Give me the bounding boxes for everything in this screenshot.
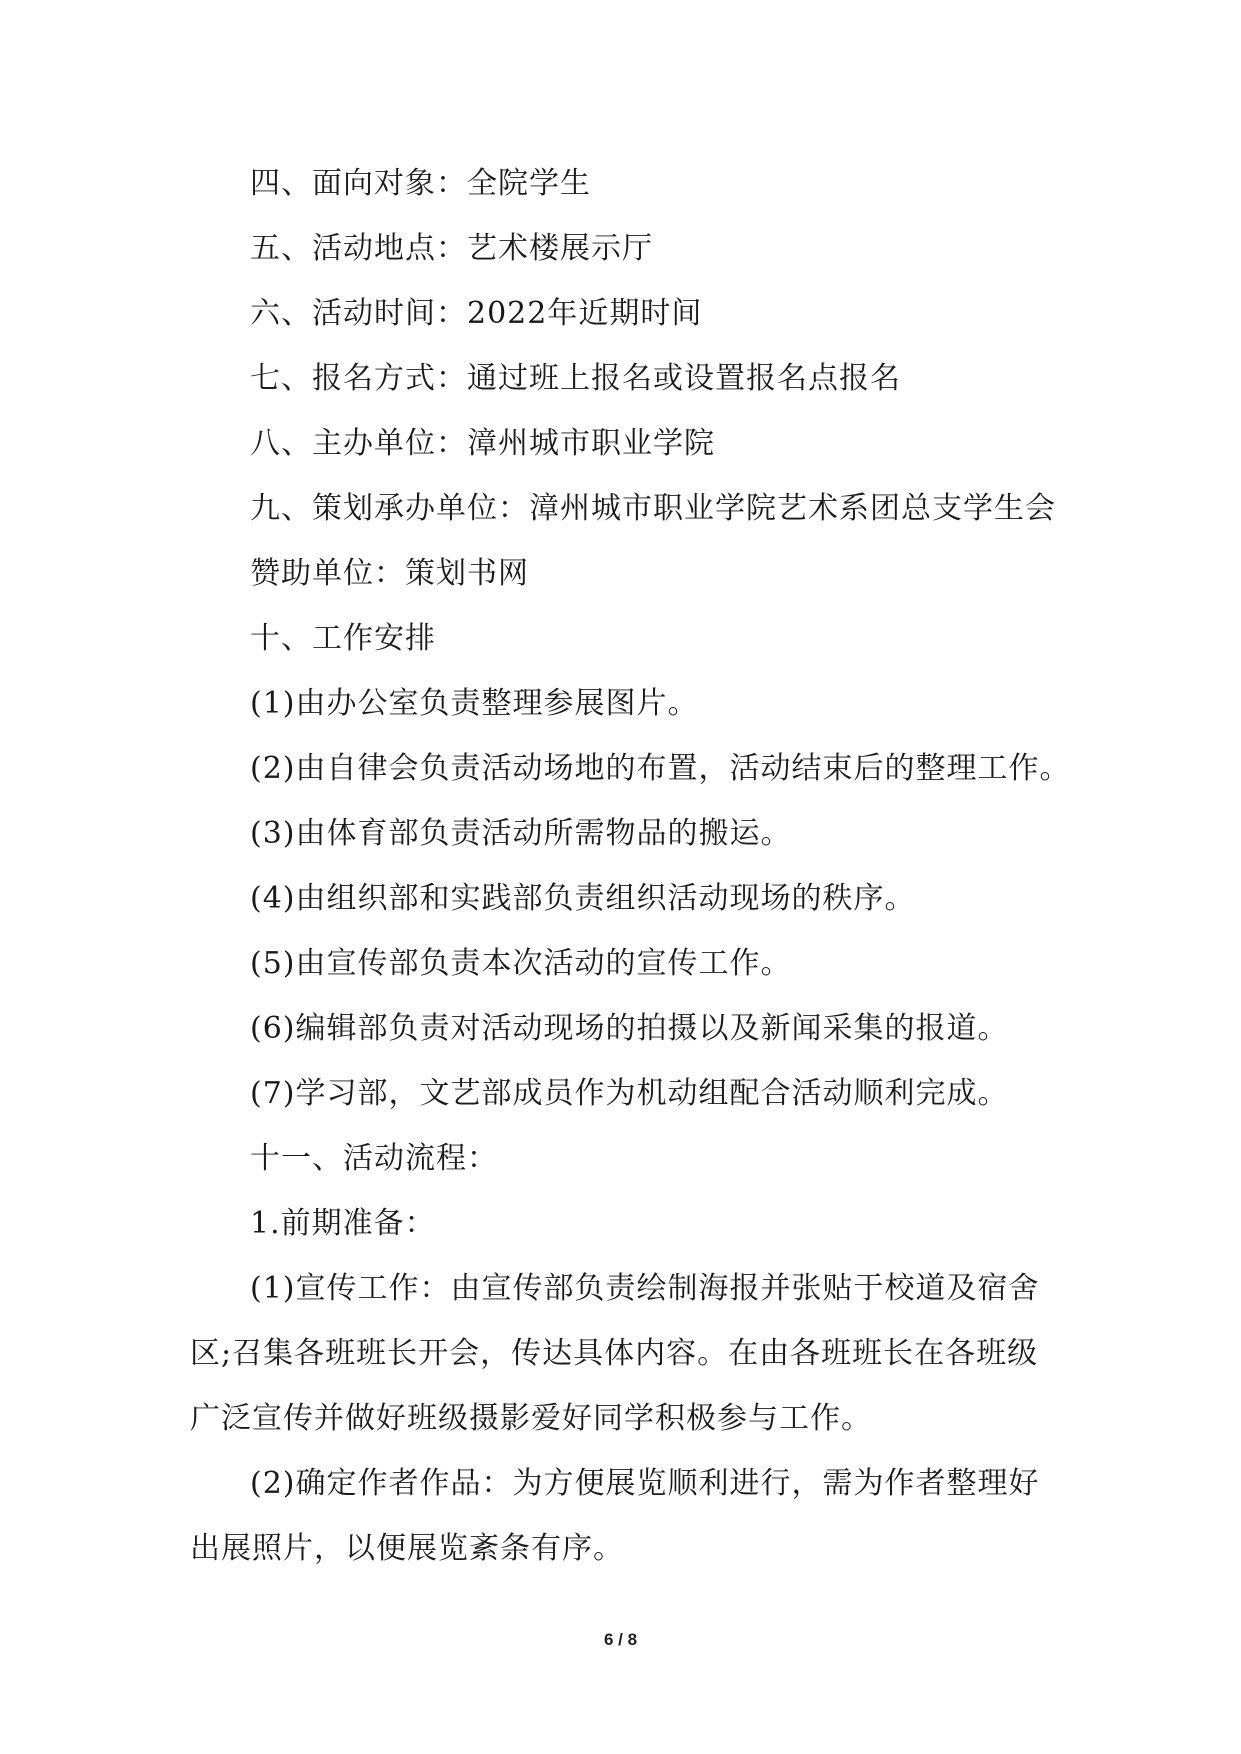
text-line: (3)由体育部负责活动所需物品的搬运。 xyxy=(250,816,792,851)
text-line: 1.前期准备： xyxy=(250,1206,436,1241)
text-line: (1)由办公室负责整理参展图片。 xyxy=(250,686,699,721)
text-line: (1)宣传工作：由宣传部负责绘制海报并张贴于校道及宿舍 xyxy=(250,1271,1040,1306)
text-line: 五、活动地点：艺术楼展示厅 xyxy=(250,231,653,266)
text-line: 十一、活动流程： xyxy=(250,1141,498,1176)
text-line: 十、工作安排 xyxy=(250,621,436,656)
text-line: (2)由自律会负责活动场地的布置，活动结束后的整理工作。 xyxy=(250,751,1071,786)
text-line: (5)由宣传部负责本次活动的宣传工作。 xyxy=(250,946,792,981)
text-line: (7)学习部，文艺部成员作为机动组配合活动顺利完成。 xyxy=(250,1076,1009,1111)
text-line: 八、主办单位：漳州城市职业学院 xyxy=(250,426,715,461)
text-line: 四、面向对象：全院学生 xyxy=(250,166,591,201)
text-line: (6)编辑部负责对活动现场的拍摄以及新闻采集的报道。 xyxy=(250,1011,1009,1046)
text-line: 广泛宣传并做好班级摄影爱好同学积极参与工作。 xyxy=(190,1401,872,1436)
text-line: (4)由组织部和实践部负责组织活动现场的秩序。 xyxy=(250,881,916,916)
text-line: 九、策划承办单位：漳州城市职业学院艺术系团总支学生会 xyxy=(250,491,1056,526)
text-line: 七、报名方式：通过班上报名或设置报名点报名 xyxy=(250,361,901,396)
text-line: (2)确定作者作品：为方便展览顺利进行，需为作者整理好 xyxy=(250,1466,1040,1501)
text-line: 出展照片，以便展览紊条有序。 xyxy=(190,1531,624,1566)
text-line: 区;召集各班班长开会，传达具体内容。在由各班班长在各班级 xyxy=(190,1336,1039,1371)
text-line: 六、活动时间：2022年近期时间 xyxy=(250,296,703,331)
text-line: 赞助单位：策划书网 xyxy=(250,556,529,591)
page-number: 6 / 8 xyxy=(603,1630,638,1649)
